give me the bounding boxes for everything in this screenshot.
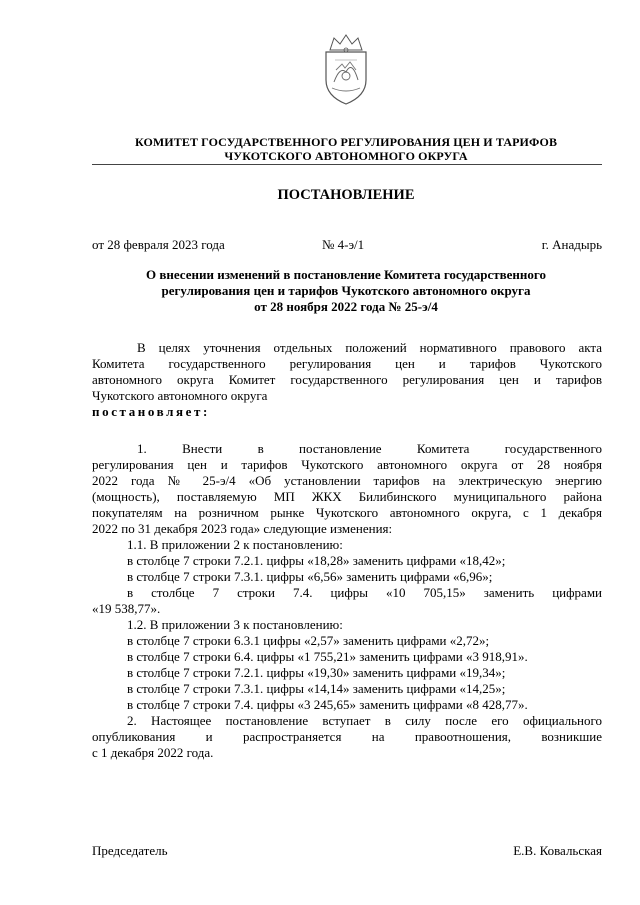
committee-name-line-1: КОМИТЕТ ГОСУДАРСТВЕННОГО РЕГУЛИРОВАНИЯ ЦЕН И ТАРИФОВ xyxy=(134,135,558,149)
subitem-1-1-change-b: в столбце 7 строки 7.3.1. цифры «6,56» заменить цифрами «6,96»; xyxy=(127,569,493,584)
preamble-line-2: Комитета государственного регулирования цен и тарифов Чукотского xyxy=(92,356,602,371)
item-2-line-1: 2. Настоящее постановление вступает в силу после его официального xyxy=(127,713,602,728)
document-date: от 28 февраля 2023 года xyxy=(92,237,225,252)
item-1-line-3: 2022 года № 25-э/4 «Об установлении тарифов на электрическую энергию xyxy=(92,473,602,488)
item-2-line-3: с 1 декабря 2022 года. xyxy=(92,745,214,760)
document-subject xyxy=(90,267,602,315)
header-divider xyxy=(92,164,602,165)
chukotka-coat-of-arms-icon xyxy=(312,30,380,108)
subitem-1-1-change-c-continued: «19 538,77». xyxy=(92,601,161,616)
subitem-1-2-change-b: в столбце 7 строки 6.4. цифры «1 755,21» заменить цифрами «3 918,91». xyxy=(127,649,528,664)
subitem-1-1-change-a: в столбце 7 строки 7.2.1. цифры «18,28» заменить цифрами «18,42»; xyxy=(127,553,506,568)
subitem-1-1-heading: 1.1. В приложении 2 к постановлению: xyxy=(127,537,343,552)
subject-line-2: регулирования цен и тарифов Чукотского автономного округа xyxy=(161,283,531,298)
subitem-1-2-heading: 1.2. В приложении 3 к постановлению: xyxy=(127,617,343,632)
preamble-line-1: В целях уточнения отдельных положений нормативного правового акта xyxy=(137,340,602,355)
item-1-line-6: 2022 по 31 декабря 2023 года» следующие изменения: xyxy=(92,521,393,536)
preamble-line-3: автономного округа Комитет государственного регулирования цен и тарифов xyxy=(92,372,602,387)
document-number: № 4-э/1 xyxy=(322,237,365,252)
document-meta-row xyxy=(92,237,602,253)
document-type-title: ПОСТАНОВЛЕНИЕ xyxy=(277,187,415,203)
subitem-1-2-change-c: в столбце 7 строки 7.2.1. цифры «19,30» заменить цифрами «19,34»; xyxy=(127,665,506,680)
subject-line-3: от 28 ноября 2022 года № 25-э/4 xyxy=(254,299,438,314)
subitem-1-2-change-e: в столбце 7 строки 7.4. цифры «3 245,65» заменить цифрами «8 428,77». xyxy=(127,697,528,712)
committee-name-line-2: ЧУКОТСКОГО АВТОНОМНОГО ОКРУГА xyxy=(224,149,468,163)
subitem-1-2-change-d: в столбце 7 строки 7.3.1. цифры «14,14» заменить цифрами «14,25»; xyxy=(127,681,506,696)
resolves-word: постановляет: xyxy=(92,404,210,419)
subitem-1-2-change-a: в столбце 7 строки 6.3.1 цифры «2,57» заменить цифрами «2,72»; xyxy=(127,633,490,648)
item-2-line-2: опубликования и распространяется на правоотношения, возникшие xyxy=(92,729,602,744)
item-1-line-5: покупателям на розничном рынке Чукотского автономного округа, с 1 декабря xyxy=(92,505,602,520)
subitem-1-1-change-c: в столбце 7 строки 7.4. цифры «10 705,15» заменить цифрами xyxy=(127,585,602,600)
item-1-line-4: (мощность), поставляемую МП ЖКХ Билибинского муниципального района xyxy=(92,489,602,504)
subject-line-1: О внесении изменений в постановление Комитета государственного xyxy=(145,267,546,282)
item-1-line-2: регулирования цен и тарифов Чукотского автономного округа от 28 ноября xyxy=(92,457,602,472)
document-place: г. Анадырь xyxy=(541,237,602,252)
item-1-line-1: 1. Внести в постановление Комитета государственного xyxy=(137,441,602,456)
signatory-position: Председатель xyxy=(92,843,168,858)
signatory-name: Е.В. Ковальская xyxy=(513,843,602,858)
preamble-line-4: Чукотского автономного округа xyxy=(92,388,268,403)
